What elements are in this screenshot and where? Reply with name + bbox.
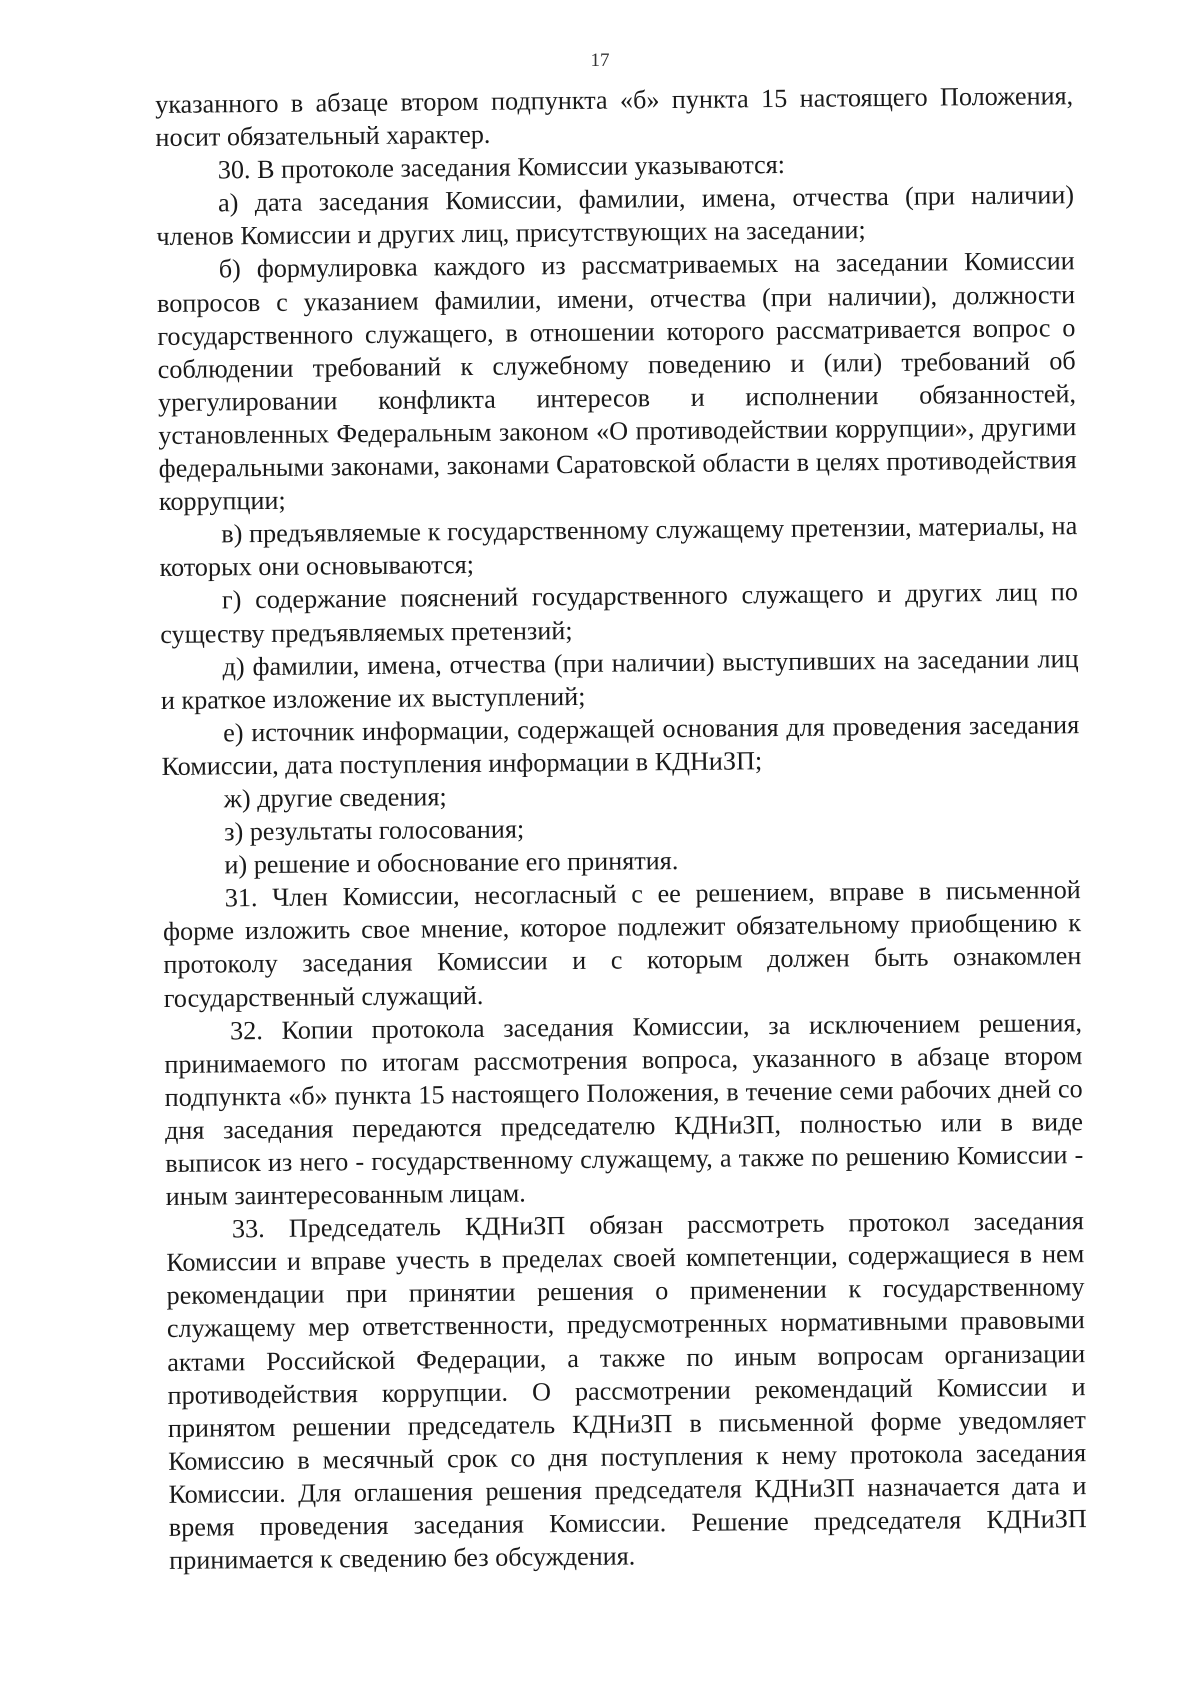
subitem-z: з) результаты голосования; — [224, 814, 525, 847]
paragraph-item-32: 32. Копии протокола заседания Комиссии, за исключением решения, принимаемого по итогам рассмотрения вопроса, указанного в абзаце втором подпункта «б» пункта 15 настоящего Положения, в течение семи рабочих дней со дня заседания передаются председателю КДНиЗП, полностью или в виде выписок из него - государственному служащему, а также по решению Комиссии - иным заинтересованным лицам. — [164, 1007, 1084, 1212]
paragraph-item-33: 33. Председатель КДНиЗП обязан рассмотреть протокол заседания Комиссии и вправе учесть в пределах своей компетенции, содержащиеся в нем рекомендации при принятии решения о применении к государственному служащему мер ответственности, предусмотренных нормативными правовыми актами Российской Федерации, а также по иным вопросам организации противодействия коррупции. О рассмотрении рекомендаций Комиссии и принятом решении председатель КДНиЗП в письменной форме уведомляет Комиссию в месячный срок со дня поступления к нему протокола заседания Комиссии. Для оглашения решения председателя КДНиЗП назначается дата и время проведения заседания Комиссии. Решение председателя КДНиЗП принимается к сведению без обсуждения. — [166, 1206, 1087, 1576]
subitem-e: е) источник информации, содержащей основания для проведения заседания Комиссии, дата поступления информации в КДНиЗП; — [161, 709, 1080, 781]
page-number: 17 — [590, 50, 610, 71]
document-body — [155, 79, 1087, 1577]
subitem-b: б) формулировка каждого из рассматриваемых на заседании Комиссии вопросов с указанием фамилии, имени, отчества (при наличии), должности государственного служащего, в отношении которого рассматривается вопрос о соблюдении требований к служебному поведению и (или) требований об урегулировании конфликта интересов и исполнении обязанностей, установленных Федеральным законом «О противодействии коррупции», другими федеральными законами, законами Саратовской области в целях противодействия коррупции; — [156, 246, 1077, 517]
subitem-g: г) содержание пояснений государственного служащего и других лиц по существу предъявляемых претензий; — [160, 577, 1079, 649]
paragraph: указанного в абзаце втором подпункта «б» пункта 15 настоящего Положения, носит обязательный характер. — [155, 81, 1074, 153]
subitem-v: в) предъявляемые к государственному служащему претензии, материалы, на которых они основываются; — [159, 511, 1078, 583]
subitem-zh: ж) другие сведения; — [223, 782, 447, 814]
paragraph-item-30: 30. В протоколе заседания Комиссии указываются: — [217, 150, 786, 185]
subitem-i: и) решение и обоснование его принятия. — [224, 846, 679, 880]
subitem-d: д) фамилии, имена, отчества (при наличии) выступивших на заседании лиц и краткое изложение их выступлений; — [160, 643, 1079, 715]
subitem-a: а) дата заседания Комиссии, фамилии, имена, отчества (при наличии) членов Комиссии и других лиц, присутствующих на заседании; — [156, 180, 1075, 252]
paragraph-item-31: 31. Член Комиссии, несогласный с ее решением, вправе в письменной форме изложить свое мнение, которое подлежит обязательному приобщению к протоколу заседания Комиссии и с которым должен быть ознакомлен государственный служащий. — [162, 875, 1082, 1013]
